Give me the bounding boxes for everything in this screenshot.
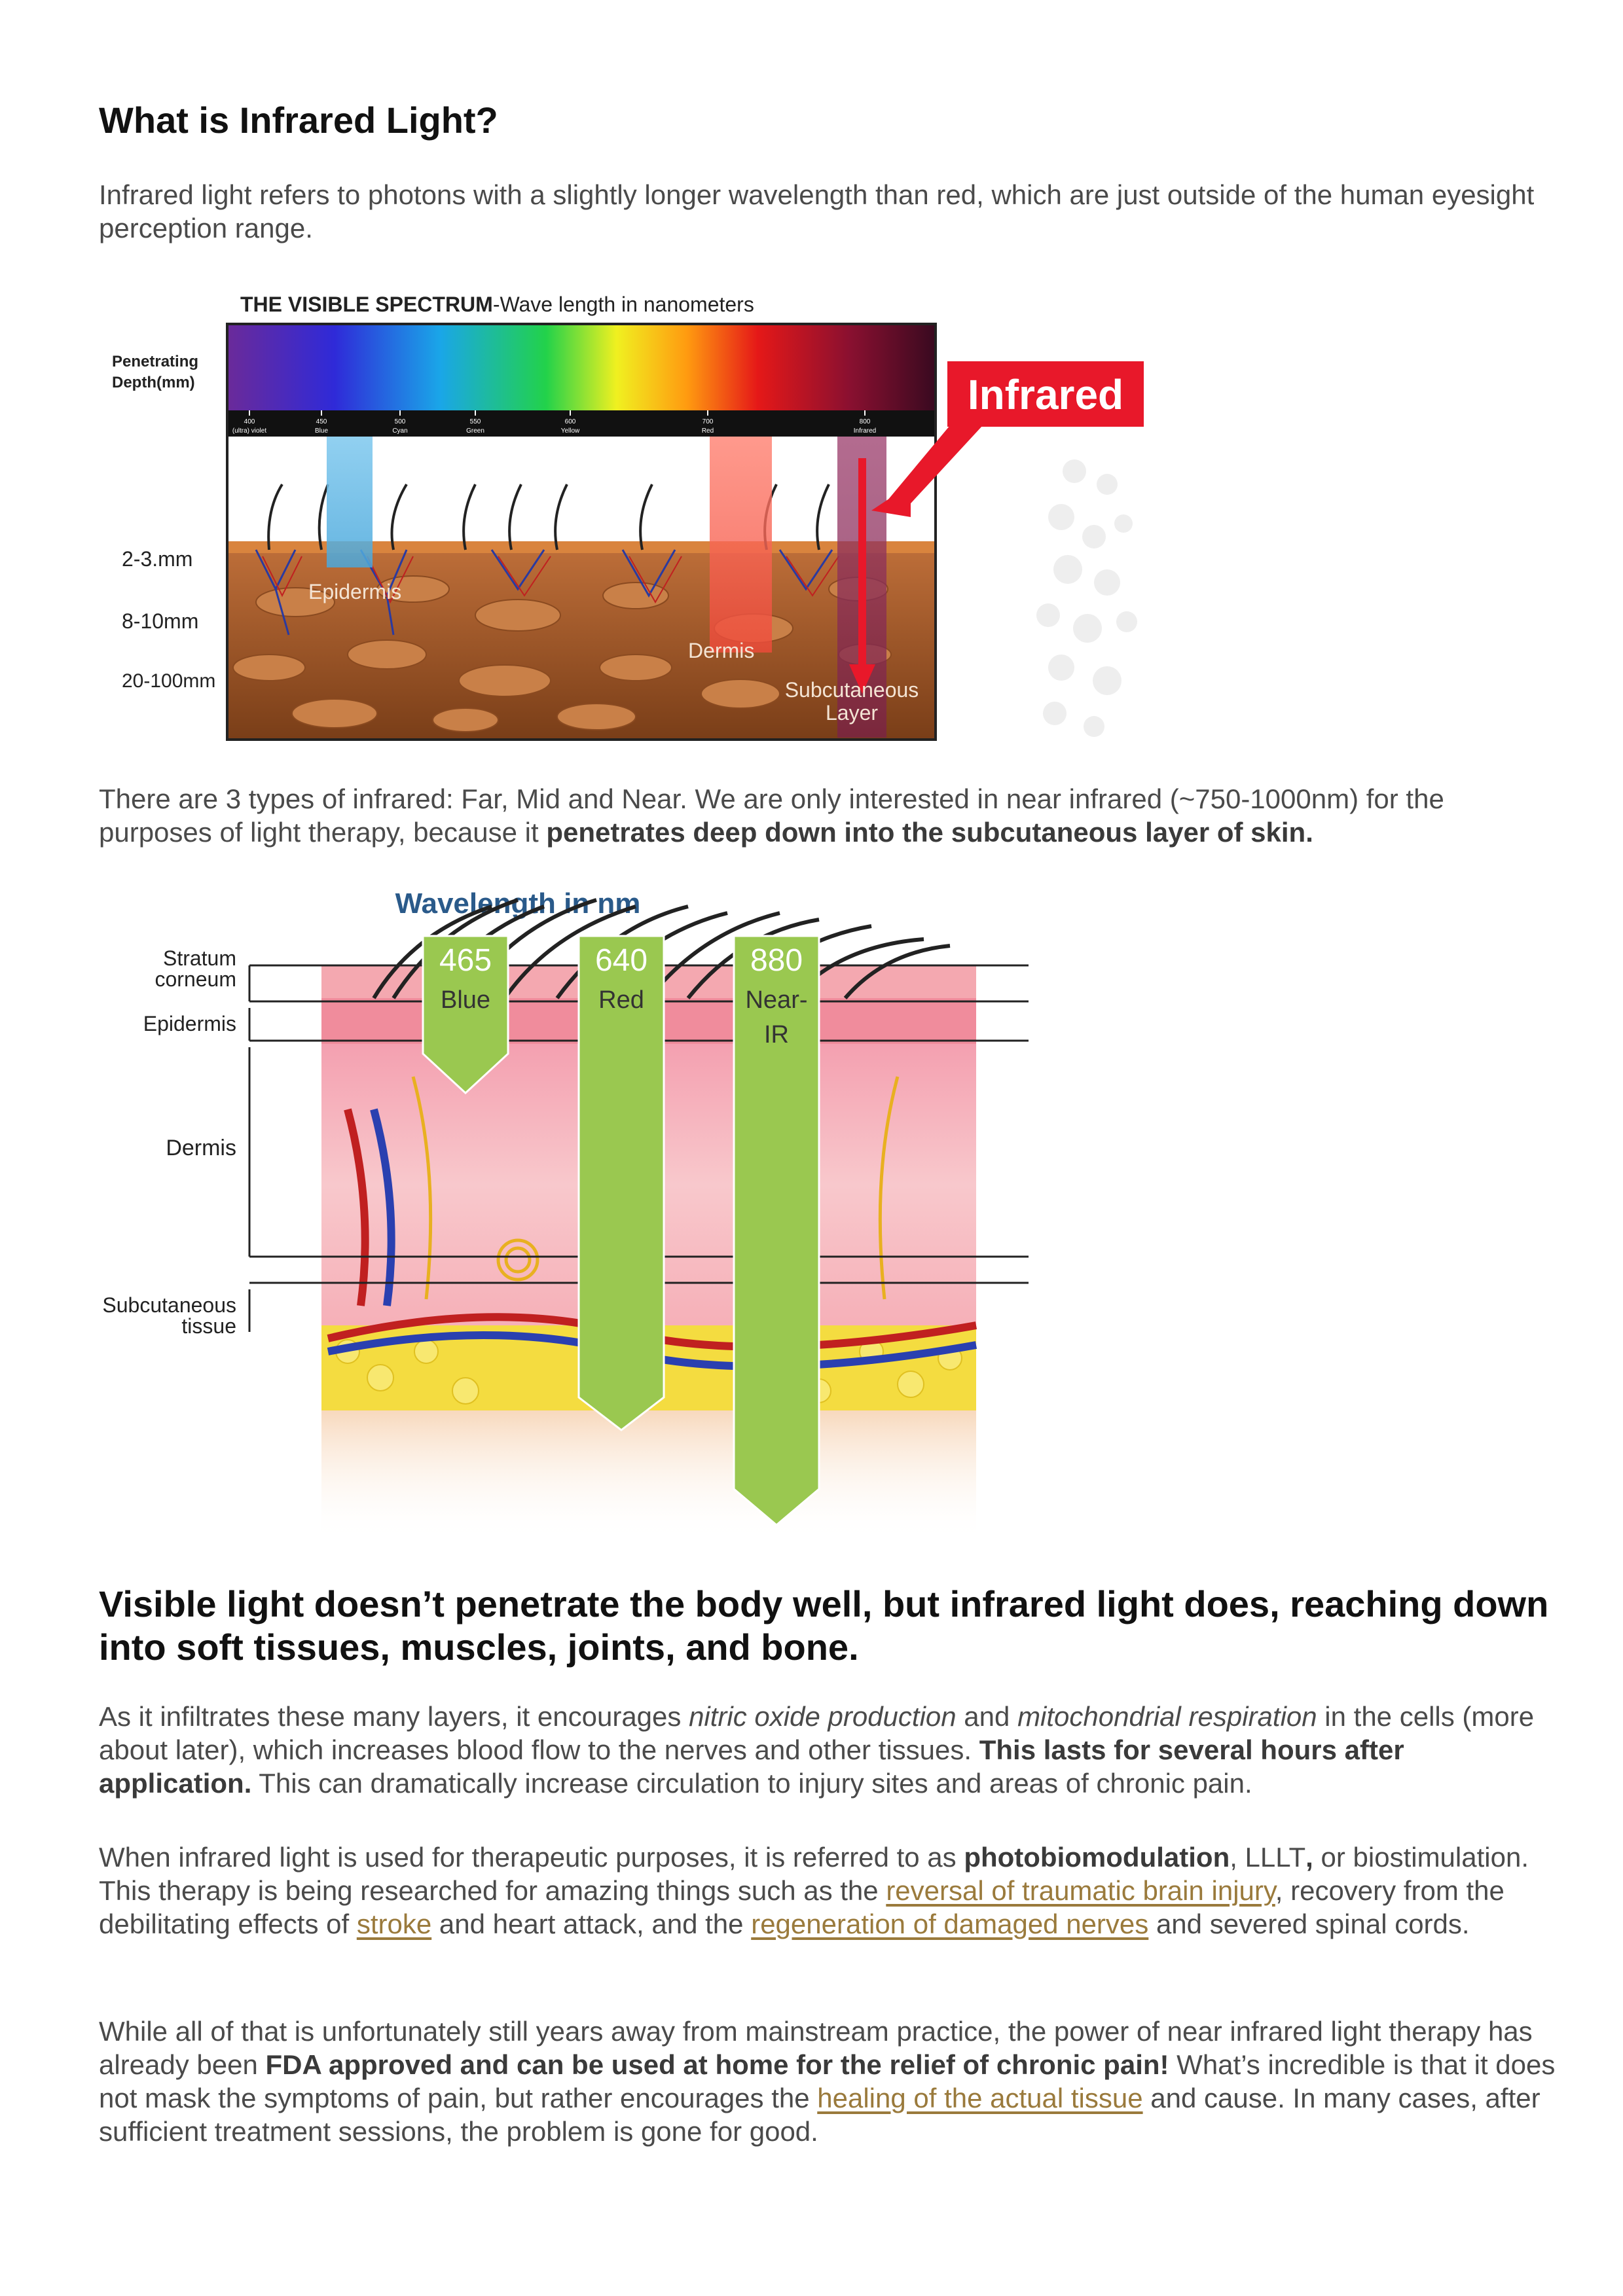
band-nm-label: 700 xyxy=(702,418,714,425)
infiltration-paragraph: As it infiltrates these many layers, it encourages nitric oxide production and mitochondrial respiration in the cells (more about later), which increases blood flow to the nerves and other tissues. This lasts for several hours after application. This can dramatically increase circulation to injury sites and areas of chronic pain. xyxy=(99,1701,1535,1799)
infrared-types-paragraph: There are 3 types of infrared: Far, Mid and Near. We are only interested in near infrared (~750-1000nm) for the purposes of light therapy, because it penetrates deep down into the subcutaneous layer of skin. xyxy=(99,783,1444,848)
red-light-bar xyxy=(710,437,772,653)
band-nm-label: 450 xyxy=(316,418,327,425)
band-name-label: Yellow xyxy=(560,427,580,435)
link-stroke[interactable]: stroke xyxy=(356,1909,432,1939)
layer-label-epidermis: Epidermis xyxy=(308,580,402,603)
band-name-label: Cyan xyxy=(392,427,408,435)
arrow-blue-nm: 465 xyxy=(439,943,492,978)
link-nerve-regeneration[interactable]: regeneration of damaged nerves xyxy=(751,1909,1149,1939)
reflection xyxy=(321,1410,976,1541)
arrow-red-label: Red xyxy=(598,986,644,1014)
infrared-callout-label: Infrared xyxy=(967,371,1124,418)
photobiomodulation-paragraph: When infrared light is used for therapeutic purposes, it is referred to as photobiomodulation, LLLT, or biostimulation. This therapy is being researched for amazing things such as the reversal of traumatic brain injury, recovery from the debilitating effects of stroke and heart attack, and the regeneration of damaged nerves and severed spinal cords. xyxy=(99,1842,1529,1939)
blue-light-bar xyxy=(327,437,373,567)
arrow-red-nm: 640 xyxy=(594,943,648,978)
band-name-label: Blue xyxy=(314,427,329,435)
arrow-near-ir-label-line1: Near- xyxy=(745,986,808,1014)
intro-paragraph: Infrared light refers to photons with a slightly longer wavelength than red, which are just outside of the human eyesight perception range. xyxy=(99,179,1535,243)
depth-axis-label-line2: Depth(mm) xyxy=(112,374,195,391)
arrow-near-ir-nm: 880 xyxy=(750,943,803,978)
label-subcutaneous-line2: tissue xyxy=(181,1314,236,1338)
fda-paragraph: While all of that is unfortunately still years away from mainstream practice, the power of near infrared light therapy has already been FDA approved and can be used at home for the relief of chronic pain! What’s incredible is that it does not mask the symptoms of pain, but rather encourages the healing of the actual tissue and cause. In many cases, after sufficient treatment sessions, the problem is gone for good. xyxy=(99,2016,1556,2147)
band-name-label: Infrared xyxy=(853,427,877,435)
depth-label-1: 2-3.mm xyxy=(122,547,193,571)
label-epidermis: Epidermis xyxy=(143,1012,236,1035)
band-nm-label: 600 xyxy=(564,418,576,425)
wavelength-penetration-figure xyxy=(99,880,1081,1548)
label-dermis: Dermis xyxy=(166,1136,236,1160)
band-name-label: Green xyxy=(466,427,484,435)
visible-spectrum-figure xyxy=(99,288,1146,746)
spectrum-legend-strip xyxy=(228,410,934,437)
band-name-label: (ultra) violet xyxy=(232,427,267,435)
spectrum-title: THE VISIBLE SPECTRUM-Wave length in nanometers xyxy=(240,293,754,316)
visible-spectrum-diagram xyxy=(99,288,1146,746)
depth-axis-label-line1: Penetrating xyxy=(112,353,199,370)
section-heading: Visible light doesn’t penetrate the body well, but infrared light does, reaching down into soft tissues, muscles, joints, and bone. xyxy=(99,1583,1549,1668)
wavelength-penetration-diagram xyxy=(99,880,1081,1548)
band-name-label: Red xyxy=(701,427,714,435)
layer-label-subcutaneous-line2: Layer xyxy=(825,701,879,725)
arrow-near-ir xyxy=(734,936,819,1525)
wavelength-title: Wavelength in nm xyxy=(395,888,641,920)
layer-label-dermis: Dermis xyxy=(688,639,755,662)
label-subcutaneous-line1: Subcutaneous xyxy=(102,1293,236,1317)
depth-label-2: 8-10mm xyxy=(122,609,199,633)
page-heading: What is Infrared Light? xyxy=(99,99,498,141)
arrow-red xyxy=(579,936,664,1430)
band-nm-label: 400 xyxy=(244,418,255,425)
label-stratum-line1: Stratum xyxy=(162,946,236,970)
background-dots xyxy=(1036,459,1137,737)
band-nm-label: 800 xyxy=(859,418,871,425)
link-healing-actual-tissue[interactable]: healing of the actual tissue xyxy=(817,2083,1143,2113)
layer-label-subcutaneous-line1: Subcutaneous xyxy=(784,678,919,702)
arrow-near-ir-label-line2: IR xyxy=(764,1021,789,1049)
depth-label-3: 20-100mm xyxy=(122,670,216,692)
link-traumatic-brain-injury[interactable]: reversal of traumatic brain injury xyxy=(886,1875,1275,1906)
band-nm-label: 550 xyxy=(469,418,481,425)
band-nm-label: 500 xyxy=(394,418,406,425)
spectrum-band xyxy=(228,325,934,410)
label-stratum-line2: corneum xyxy=(155,967,236,991)
arrow-blue-label: Blue xyxy=(440,986,491,1014)
